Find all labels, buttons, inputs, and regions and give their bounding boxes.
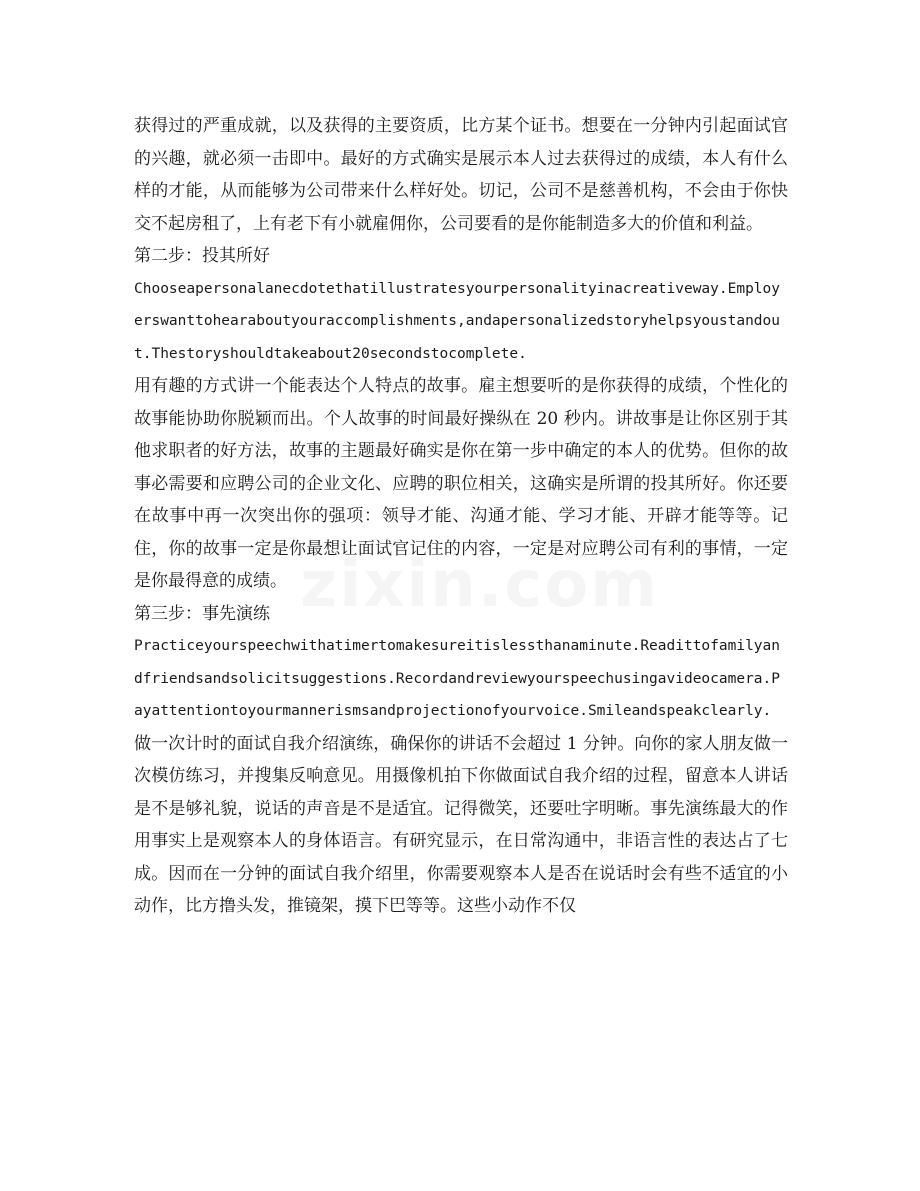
document-body <box>134 110 788 923</box>
paragraph-english-practice: Practiceyourspeechwithatimertomakesureitislessthanaminute.Readittofamilyandfriendsandsolicitsuggestions.Recordandreviewyourspeechusingavideocamera.Payattentiontoyourmannerismsandprojectionofyourvoice.Smileandspeakclearly. <box>134 638 781 719</box>
paragraph-practice: 做一次计时的面试自我介绍演练，确保你的讲话不会超过 1 分钟。向你的家人朋友做一次模仿练习，并搜集反响意见。用摄像机拍下你做面试自我介绍的过程，留意本人讲话是不是够礼貌，说话的声音是不是适宜。记得微笑，还要吐字明晰。事先演练最大的作用事实上是观察本人的身体语言。有研究显示，在日常沟通中，非语言性的表达占了七成。因而在一分钟的面试自我介绍里，你需要观察本人是否在说话时会有些不适宜的小动作，比方撸头发，推镜架，摸下巴等等。这些小动作不仅 <box>134 733 788 916</box>
heading-step-two: 第二步：投其所好 <box>134 246 270 266</box>
watermark: zixin.com <box>300 548 659 622</box>
paragraph-english-anecdote: Chooseapersonalanecdotethatillustratesyourpersonalityinacreativeway.Employerswanttohearaboutyouraccomplishments,andapersonalizedstoryhelpsyoustandout.Thestoryshouldtakeabout20secondstocomplete. <box>134 280 781 362</box>
paragraph-story: 用有趣的方式讲一个能表达个人特点的故事。雇主想要听的是你获得的成绩，个性化的故事能协助你脱颖而出。个人故事的时间最好操纵在 20 秒内。讲故事是让你区别于其他求职者的好方法，故事的主题最好确实是你在第一步中确定的本人的优势。但你的故事必需要和应聘公司的企业文化、应聘的职位相关，这确实是所谓的投其所好。你还要在故事中再一次突出你的强项：领导才能、沟通才能、学习才能、开辟才能等等。记住，你的故事一定是你最想让面试官记住的内容，一定是对应聘公司有利的事情，一定是你最得意的成绩。 <box>134 376 788 591</box>
paragraph-achievements: 获得过的严重成就，以及获得的主要资质，比方某个证书。想要在一分钟内引起面试官的兴趣，就必须一击即中。最好的方式确实是展示本人过去获得过的成绩，本人有什么样的才能，从而能够为公司带来什么样好处。切记，公司不是慈善机构，不会由于你快交不起房租了，上有老下有小就雇佣你，公司要看的是你能制造多大的价值和利益。 <box>134 116 788 234</box>
heading-step-three: 第三步：事先演练 <box>134 603 270 624</box>
